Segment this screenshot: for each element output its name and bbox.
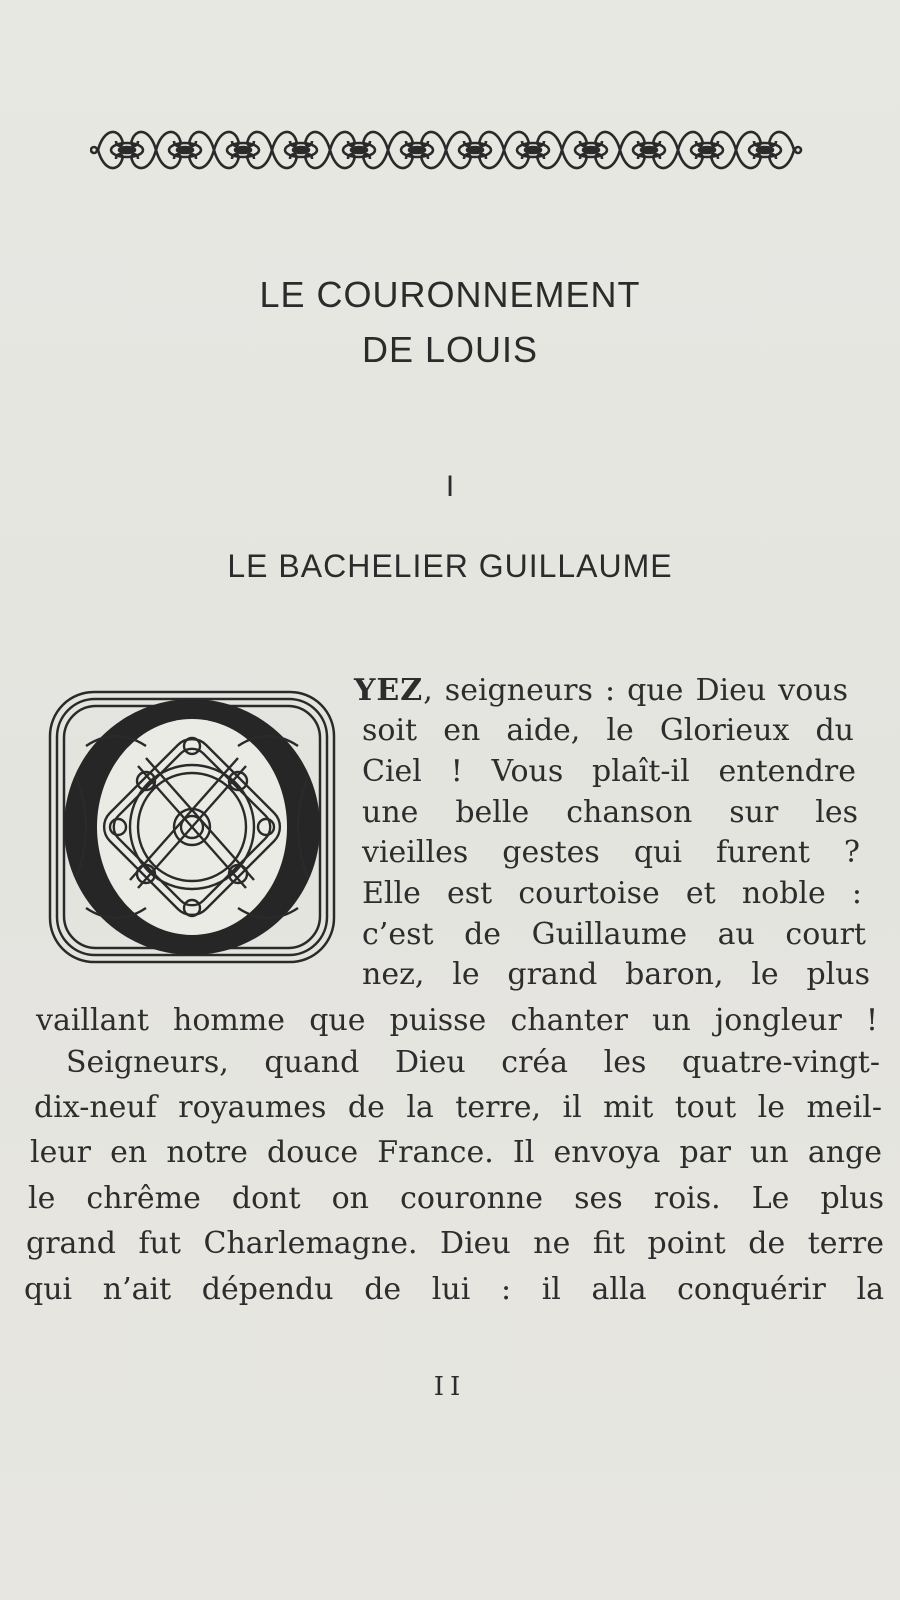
- text-line: Seigneurs, quand Dieu créa les quatre-vingt-: [66, 1045, 880, 1080]
- page-number: II: [433, 1372, 467, 1402]
- text-line: soit en aide, le Glorieux du: [362, 713, 854, 748]
- text-line: Ciel ! Vous plaît-il entendre: [362, 754, 856, 789]
- text-line-lead: YEZ: [354, 673, 424, 708]
- ornamental-border-icon: [90, 120, 810, 180]
- text-line: qui n’ait dépendu de lui : il alla conquérir la: [24, 1272, 884, 1307]
- chapter-title: LE BACHELIER GUILLAUME: [227, 548, 673, 584]
- book-title-line-1: LE COURONNEMENT: [259, 274, 641, 315]
- text-line: vieilles gestes qui furent ?: [362, 835, 860, 870]
- text-line: une belle chanson sur les: [362, 795, 858, 830]
- text-line: vaillant homme que puisse chanter un jongleur !: [36, 1003, 878, 1038]
- text-line: nez, le grand baron, le plus: [362, 957, 870, 992]
- text-line: grand fut Charlemagne. Dieu ne fit point de terre: [26, 1226, 884, 1261]
- text-line: c’est de Guillaume au court: [362, 917, 866, 952]
- text-line: leur en notre douce France. Il envoya par un ange: [30, 1135, 882, 1170]
- chapter-number: I: [445, 470, 455, 503]
- text-line: dix-neuf royaumes de la terre, il mit tout le meil-: [34, 1090, 882, 1125]
- dropcap-o-icon: [46, 686, 338, 968]
- book-title-line-2: DE LOUIS: [361, 329, 539, 370]
- text-line: le chrême dont on couronne ses rois. Le plus: [28, 1181, 884, 1216]
- text-line-content: , seigneurs : que Dieu vous: [423, 673, 848, 708]
- text-line: [354, 673, 848, 708]
- text-line: Elle est courtoise et noble :: [362, 876, 862, 911]
